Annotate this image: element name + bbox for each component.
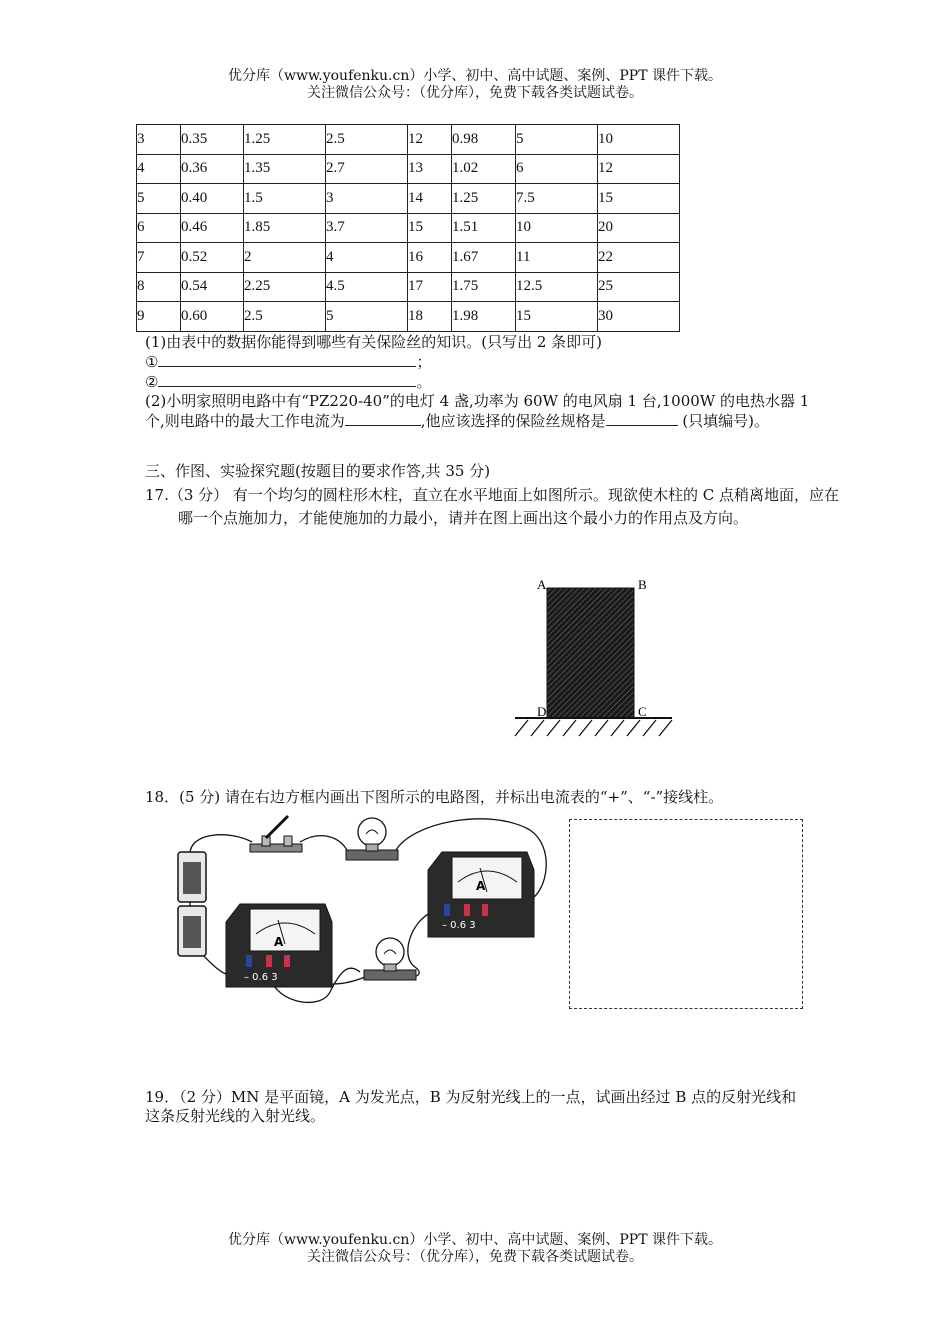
section-3-title: 三、作图、实验探究题(按题目的要求作答,共 35 分) bbox=[145, 462, 491, 480]
light-bulb-1 bbox=[346, 818, 398, 860]
table-cell: 0.36 bbox=[181, 154, 244, 184]
table-cell: 2.25 bbox=[244, 272, 326, 302]
table-cell: 3.7 bbox=[326, 213, 408, 243]
table-cell: 16 bbox=[408, 243, 452, 273]
answer-end-2: 。 bbox=[416, 373, 432, 391]
table-cell: 11 bbox=[516, 243, 598, 273]
table-cell: 25 bbox=[598, 272, 680, 302]
table-cell: 1.85 bbox=[244, 213, 326, 243]
answer-blank-2[interactable] bbox=[158, 372, 416, 387]
footer-line-2: 关注微信公众号：（优分库），免费下载各类试题试卷。 bbox=[307, 1249, 643, 1265]
knife-switch bbox=[250, 816, 302, 852]
header-line-1: 优分库（www.youfenku.cn）小学、初中、高中试题、案例、PPT 课件下载。 bbox=[227, 68, 722, 84]
pillar-body bbox=[547, 588, 634, 718]
table-cell: 12 bbox=[598, 154, 680, 184]
label-d: D bbox=[537, 704, 547, 719]
table-cell: 0.54 bbox=[181, 272, 244, 302]
table-cell: 1.5 bbox=[244, 184, 326, 214]
table-cell: 12.5 bbox=[516, 272, 598, 302]
table-cell: 1.67 bbox=[452, 243, 516, 273]
table-row bbox=[137, 243, 680, 273]
circuit-drawing-box[interactable] bbox=[569, 819, 803, 1009]
table-cell: 7.5 bbox=[516, 184, 598, 214]
ammeter-2 bbox=[428, 852, 534, 937]
q16-answer-line-2 bbox=[145, 372, 810, 392]
q16-part1: (1)由表中的数据你能得到哪些有关保险丝的知识。(只写出 2 条即可) bbox=[145, 333, 603, 351]
table-cell: 8 bbox=[137, 272, 181, 302]
table-cell: 0.60 bbox=[181, 302, 244, 332]
table-cell: 2.5 bbox=[244, 302, 326, 332]
ammeter-2-label: A bbox=[476, 879, 486, 893]
fuse-data-table bbox=[136, 124, 680, 332]
q16-answer-line-1 bbox=[145, 352, 810, 372]
table-cell: 0.52 bbox=[181, 243, 244, 273]
table-row bbox=[137, 184, 680, 214]
label-a: A bbox=[537, 577, 547, 592]
footer-line-1: 优分库（www.youfenku.cn）小学、初中、高中试题、案例、PPT 课件下载。 bbox=[227, 1232, 722, 1248]
table-cell: 7 bbox=[137, 243, 181, 273]
table-cell: 2.5 bbox=[326, 125, 408, 155]
battery-1 bbox=[178, 852, 206, 902]
table-cell: 2 bbox=[244, 243, 326, 273]
table-row bbox=[137, 125, 680, 155]
label-b: B bbox=[638, 577, 647, 592]
table-cell: 14 bbox=[408, 184, 452, 214]
table-cell: 15 bbox=[408, 213, 452, 243]
table-cell: 10 bbox=[516, 213, 598, 243]
table-cell: 6 bbox=[516, 154, 598, 184]
q16-part2-text-c: (只填编号)。 bbox=[677, 412, 770, 430]
table-cell: 2.7 bbox=[326, 154, 408, 184]
ammeter-1-label: A bbox=[274, 935, 284, 949]
q16-part2-text-b: ,他应该选择的保险丝规格是 bbox=[420, 412, 606, 430]
table-cell: 13 bbox=[408, 154, 452, 184]
table-cell: 0.46 bbox=[181, 213, 244, 243]
table-cell: 15 bbox=[516, 302, 598, 332]
q17-text: 17.（3 分） 有一个均匀的圆柱形木柱，直立在水平地面上如图所示。现欲使木柱的 C 点稍离地面，应在哪一个点施加力，才能使施加的力最小，请并在图上画出这个最小力的作用点及方向。 bbox=[145, 486, 839, 527]
table-cell: 4 bbox=[137, 154, 181, 184]
label-c: C bbox=[638, 704, 647, 719]
q19-text: 19．（2 分）MN 是平面镜，A 为发光点，B 为反射光线上的一点，试画出经过 B 点的反射光线和这条反射光线的入射光线。 bbox=[145, 1088, 797, 1125]
battery-2 bbox=[178, 906, 206, 956]
table-row bbox=[137, 213, 680, 243]
q16-part2-text-a: (2)小明家照明电路中有“PZ220-40”的电灯 4 盏,功率为 60W 的电风扇 1 台,1000W 的电热水器 1 个,则电路中的最大工作电流为 bbox=[145, 392, 810, 430]
table-cell: 1.25 bbox=[244, 125, 326, 155]
table-cell: 17 bbox=[408, 272, 452, 302]
table-cell: 9 bbox=[137, 302, 181, 332]
table-body bbox=[137, 125, 680, 332]
table-cell: 18 bbox=[408, 302, 452, 332]
table-cell: 4 bbox=[326, 243, 408, 273]
table-cell: 4.5 bbox=[326, 272, 408, 302]
circuit-picture bbox=[170, 812, 560, 1017]
table-cell: 1.51 bbox=[452, 213, 516, 243]
table-cell: 5 bbox=[326, 302, 408, 332]
table-cell: 30 bbox=[598, 302, 680, 332]
table-cell: 3 bbox=[326, 184, 408, 214]
answer-mark-2: ② bbox=[145, 373, 159, 391]
table-cell: 20 bbox=[598, 213, 680, 243]
table-cell: 0.98 bbox=[452, 125, 516, 155]
ammeter-1-terminals: – 0.6 3 bbox=[244, 972, 278, 983]
page-header bbox=[0, 68, 950, 102]
fuse-spec-blank[interactable] bbox=[606, 411, 678, 426]
ground-hatching bbox=[515, 720, 672, 736]
table-row bbox=[137, 272, 680, 302]
table-row bbox=[137, 154, 680, 184]
ammeter-2-terminals: – 0.6 3 bbox=[442, 920, 476, 931]
q16-block bbox=[145, 333, 810, 431]
answer-end-1: ； bbox=[416, 353, 432, 371]
page-footer bbox=[0, 1232, 950, 1266]
table-cell: 10 bbox=[598, 125, 680, 155]
table-row bbox=[137, 302, 680, 332]
q16-part2 bbox=[145, 392, 810, 431]
table-cell: 1.35 bbox=[244, 154, 326, 184]
current-blank[interactable] bbox=[345, 411, 421, 426]
table-cell: 6 bbox=[137, 213, 181, 243]
ammeter-1 bbox=[226, 904, 332, 987]
table-cell: 15 bbox=[598, 184, 680, 214]
table-cell: 12 bbox=[408, 125, 452, 155]
table-cell: 3 bbox=[137, 125, 181, 155]
answer-blank-1[interactable] bbox=[158, 352, 416, 367]
table-cell: 1.98 bbox=[452, 302, 516, 332]
table-cell: 1.25 bbox=[452, 184, 516, 214]
table-cell: 1.02 bbox=[452, 154, 516, 184]
q18-text: 18．(5 分) 请在右边方框内画出下图所示的电路图，并标出电流表的“+”、“-”接线柱。 bbox=[145, 788, 724, 806]
table-cell: 5 bbox=[137, 184, 181, 214]
header-line-2: 关注微信公众号：（优分库），免费下载各类试题试卷。 bbox=[307, 85, 643, 101]
table-cell: 1.75 bbox=[452, 272, 516, 302]
table-cell: 0.35 bbox=[181, 125, 244, 155]
pillar-figure bbox=[510, 572, 690, 744]
table-cell: 0.40 bbox=[181, 184, 244, 214]
answer-mark-1: ① bbox=[145, 353, 159, 371]
table-cell: 22 bbox=[598, 243, 680, 273]
table-cell: 5 bbox=[516, 125, 598, 155]
